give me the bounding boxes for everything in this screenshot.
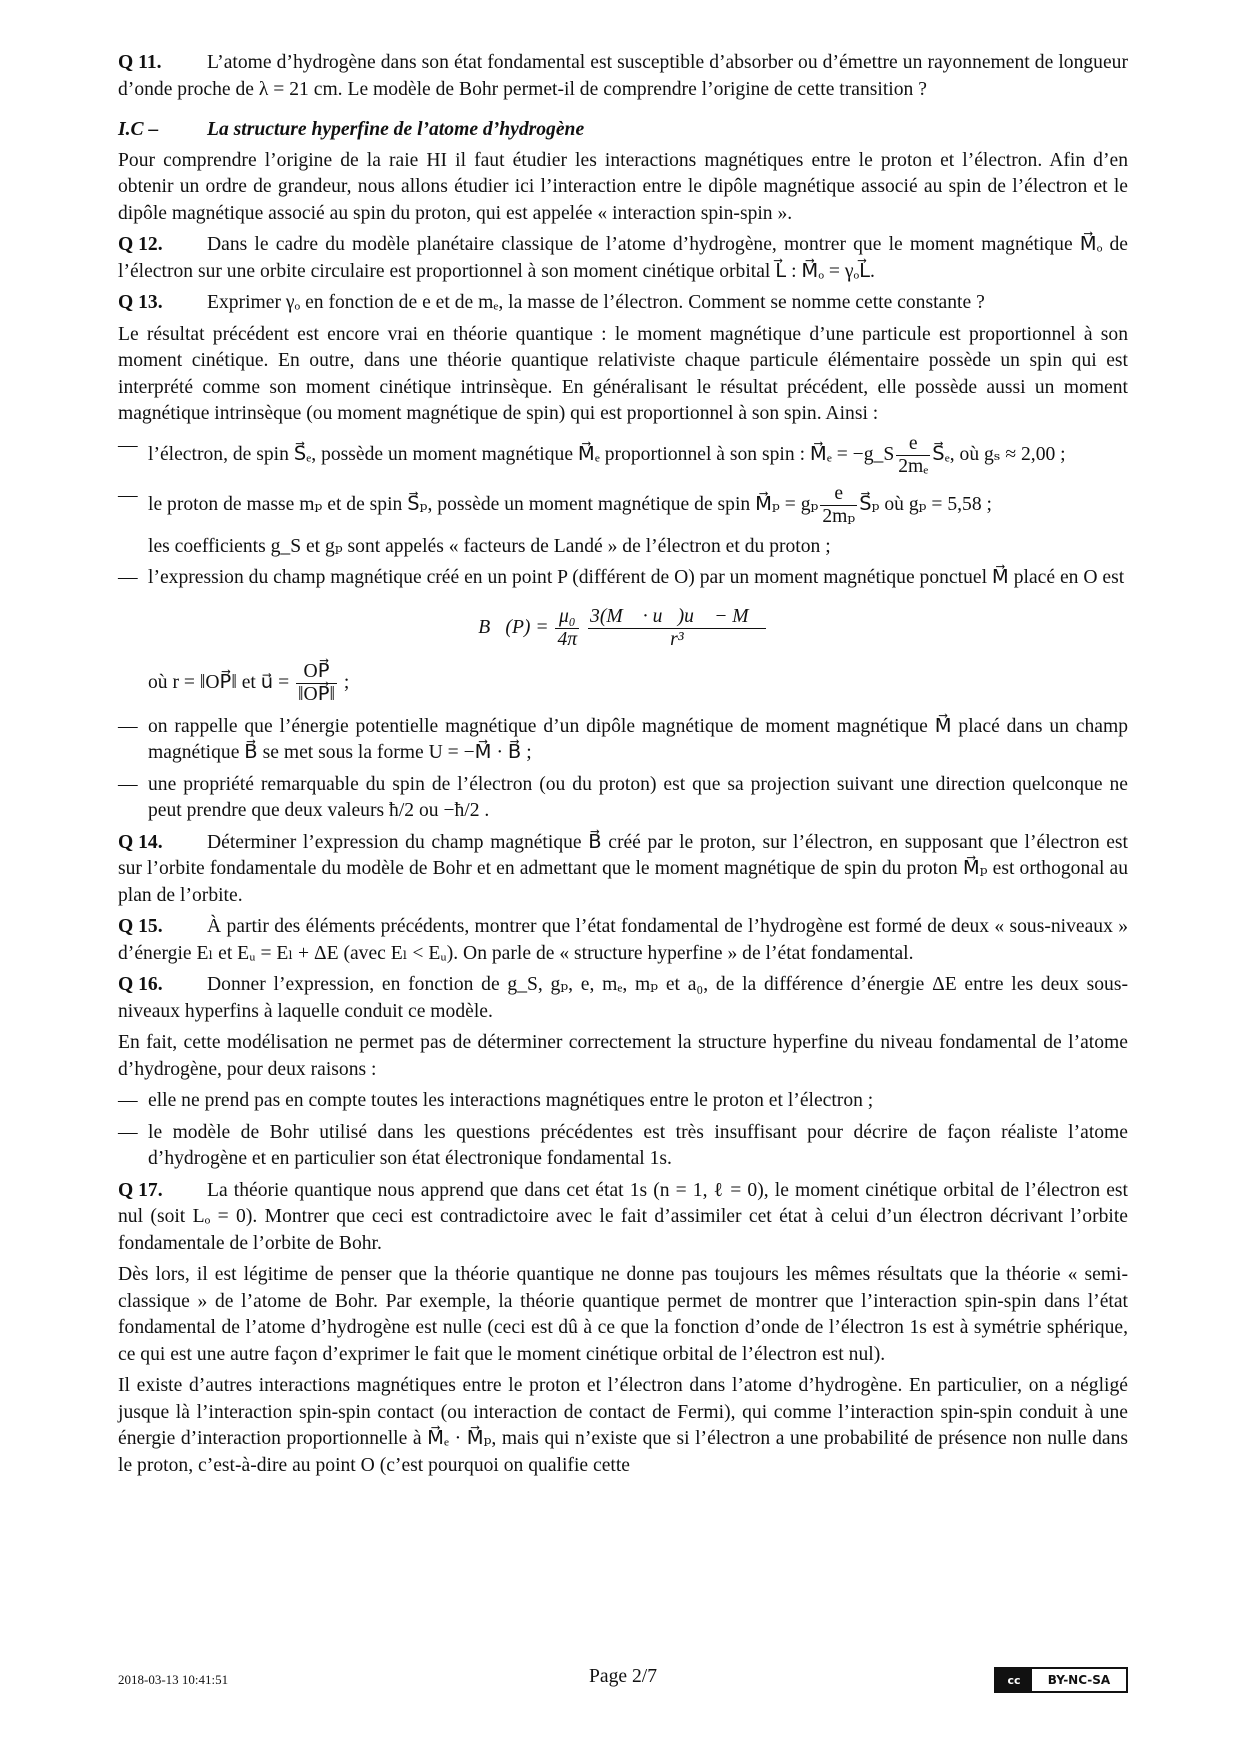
- list-item-proton: [118, 483, 1128, 561]
- question-label: Q 16.: [118, 974, 163, 995]
- list-reminders: [118, 714, 1128, 825]
- fraction-numerator: e: [896, 433, 930, 456]
- list-reasons: [118, 1088, 1128, 1173]
- license-badge: [994, 1667, 1128, 1693]
- list-item-field: [118, 565, 1128, 592]
- question-label: Q 13.: [118, 292, 163, 313]
- list-item: — une propriété remarquable du spin de l’électron (ou du proton) est que sa projection suivant une direction quelconque ne peut prendre que deux valeurs ħ/2 ou −ħ/2 .: [118, 772, 1128, 825]
- proton-moment-text: le proton de masse mₚ et de spin S⃗ₚ, possède un moment magnétique de spin M⃗ₚ = gₚ: [148, 493, 819, 515]
- list-item: — on rappelle que l’énergie potentielle magnétique d’un dipôle magnétique de moment magnétique M⃗ placé dans un champ magnétique B⃗ se met sous la forme U = −M⃗ · B⃗ ;: [118, 714, 1128, 767]
- fraction-numerator: μ₀: [555, 606, 579, 629]
- proton-moment-end: S⃗ₚ où gₚ = 5,58 ;: [859, 493, 992, 515]
- list-item: — elle ne prend pas en compte toutes les interactions magnétiques entre le proton et l’électron ;: [118, 1088, 1128, 1115]
- section-heading: [118, 117, 1128, 144]
- question-text: La théorie quantique nous apprend que dans cet état 1s (n = 1, ℓ = 0), le moment cinétique orbital de l’électron est nul (soit Lₒ = 0). Montrer que ceci est contradictoire avec le fait d’assimiler cet état à celui d’un électron décrivant l’orbite fondamentale de l’orbite de Bohr.: [118, 1179, 1128, 1254]
- fraction-dipole-field: [588, 606, 766, 651]
- paragraph-quantum: Le résultat précédent est encore vrai en théorie quantique : le moment magnétique d’une particule est proportionnel à son moment cinétique. En outre, dans une théorie quantique relativiste chaque particule élémentaire possède un spin qui est interprété comme son moment cinétique intrinsèque. En généralisant le résultat précédent, elle possède aussi un moment magnétique intrinsèque (ou moment magnétique de spin) qui est proportionnel à son spin. Ainsi :: [118, 323, 1128, 424]
- fraction-denominator: 4π: [557, 628, 578, 650]
- paragraph-fermi-contact: Il existe d’autres interactions magnétiques entre le proton et l’électron dans l’atome d’hydrogène. En particulier, on a négligé jusque là l’interaction spin-spin contact (ou interaction de contact de Fermi), qui comme l’interaction spin-spin conduit à une énergie d’interaction proportionnelle à M⃗ₑ · M⃗ₚ, mais qui n’existe que si l’électron a une probabilité de présence non nulle dans le proton, c’est-à-dire au point O (c’est pourquoi on qualifie cette: [118, 1375, 1128, 1476]
- question-text: À partir des éléments précédents, montrer que l’état fondamental de l’hydrogène est formé de deux « sous-niveaux » d’énergie Eₗ et Eᵤ = Eₗ + ΔE (avec Eₗ < Eᵤ). On parle de « structure hyperfine » de l’état fondamental.: [118, 916, 1128, 964]
- where-end: ;: [339, 671, 350, 693]
- question-13: [118, 290, 1128, 317]
- question-label: Q 12.: [118, 234, 163, 255]
- where-definition: [148, 661, 1128, 706]
- electron-moment-end: S⃗ₑ, où gₛ ≈ 2,00 ;: [932, 443, 1066, 465]
- question-14: [118, 830, 1128, 910]
- question-text: Exprimer γₒ en fonction de e et de mₑ, la masse de l’électron. Comment se nomme cette constante ?: [207, 292, 985, 313]
- fraction-numerator: 3(M⃗ · u⃗)u⃗ − M⃗: [590, 605, 764, 627]
- electron-moment-text: l’électron, de spin S⃗ₑ, possède un moment magnétique M⃗ₑ proportionnel à son spin : M⃗ₑ = −g_S: [148, 443, 895, 465]
- fraction-unit-vector: [296, 661, 337, 706]
- fraction-e-2me: [896, 433, 930, 478]
- fraction-denominator: 2mₑ: [898, 455, 929, 477]
- license-text: BY-NC-SA: [1032, 1673, 1126, 1687]
- intro-paragraph: Pour comprendre l’origine de la raie HI il faut étudier les interactions magnétiques entre le proton et l’électron. Afin d’en obtenir un ordre de grandeur, nous allons étudier ici l’interaction entre le dipôle magnétique associé au spin de l’électron et le dipôle magnétique associé au spin du proton, qui est appelée « interaction spin-spin ».: [118, 149, 1128, 224]
- magnetic-field-formula: [118, 606, 1128, 651]
- fraction-e-2mp: [820, 483, 857, 528]
- section-number: I.C –: [118, 119, 159, 140]
- question-15: [118, 914, 1128, 967]
- question-17: [118, 1178, 1128, 1258]
- where-text: où r = ‖OP⃗‖ et u⃗ =: [148, 671, 290, 693]
- fraction-mu0-4pi: [555, 606, 579, 651]
- list-item-electron: [118, 433, 1128, 478]
- question-12: [118, 232, 1128, 285]
- question-label: Q 14.: [118, 831, 163, 853]
- question-label: Q 15.: [118, 916, 163, 937]
- question-16: [118, 972, 1128, 1025]
- question-label: Q 17.: [118, 1179, 163, 1201]
- document-page: [118, 50, 1128, 1484]
- question-text: Déterminer l’expression du champ magnétique B⃗ créé par le proton, sur l’électron, en supposant que l’électron est sur l’orbite fondamentale du modèle de Bohr et en admettant que le moment magnétique de spin du proton M⃗ₚ est orthogonal au plan de l’orbite.: [118, 831, 1128, 906]
- question-text: Dans le cadre du modèle planétaire classique de l’atome d’hydrogène, montrer que le moment magnétique M⃗ₒ de l’électron sur une orbite circulaire est proportionnel à son moment cinétique orbital L⃗ : M⃗ₒ = γₒL⃗.: [118, 234, 1128, 282]
- fraction-numerator: e: [820, 483, 857, 506]
- page-footer: [118, 1664, 1128, 1694]
- lande-factors-text: les coefficients g_S et gₚ sont appelés « facteurs de Landé » de l’électron et du proton ;: [148, 535, 831, 557]
- paragraph-limits: En fait, cette modélisation ne permet pas de déterminer correctement la structure hyperfine du niveau fondamental de l’atome d’hydrogène, pour deux raisons :: [118, 1032, 1128, 1080]
- fraction-denominator: r³: [670, 628, 684, 650]
- fraction-denominator: 2mₚ: [822, 505, 856, 527]
- question-text: L’atome d’hydrogène dans son état fondamental est susceptible d’absorber ou d’émettre un rayonnement de longueur d’onde proche de λ = 21 cm. Le modèle de Bohr permet-il de comprendre l’origine de cette transition ?: [118, 52, 1128, 100]
- fraction-numerator: OP⃗: [296, 661, 337, 684]
- fraction-denominator: ‖OP⃗‖: [298, 683, 336, 705]
- question-label: Q 11.: [118, 52, 162, 73]
- timestamp: 2018-03-13 10:41:51: [118, 1672, 229, 1687]
- paragraph-semi-classical: Dès lors, il est légitime de penser que la théorie quantique ne donne pas toujours les mêmes résultats que la théorie « semi-classique » de l’atome de Bohr. Par exemple, la théorie quantique permet de montrer que l’interaction spin-spin dans l’état fondamental de l’atome d’hydrogène est nulle (ceci est dû à ce que la fonction d’onde de l’électron 1s est à symétrie sphérique, ce qui est une autre façon d’exprimer le fait que le moment cinétique orbital de l’électron est nul).: [118, 1264, 1128, 1365]
- field-expression-text: l’expression du champ magnétique créé en un point P (différent de O) par un moment magnétique ponctuel M⃗ placé en O est: [148, 567, 1125, 588]
- section-title: La structure hyperfine de l’atome d’hydrogène: [207, 119, 585, 140]
- list-item: — le modèle de Bohr utilisé dans les questions précédentes est très insuffisant pour décrire de façon réaliste l’atome d’hydrogène et en particulier son état électronique fondamental 1s.: [118, 1120, 1128, 1173]
- list-definitions: [118, 433, 1128, 592]
- formula-lhs: B⃗(P) =: [478, 616, 549, 638]
- question-11: [118, 50, 1128, 103]
- question-text: Donner l’expression, en fonction de g_S, gₚ, e, mₑ, mₚ et a₀, de la différence d’énergie ΔE entre les deux sous-niveaux hyperfins à laquelle conduit ce modèle.: [118, 974, 1128, 1022]
- cc-logo-icon: cc: [996, 1669, 1032, 1691]
- page-number: Page 2/7: [588, 1666, 658, 1687]
